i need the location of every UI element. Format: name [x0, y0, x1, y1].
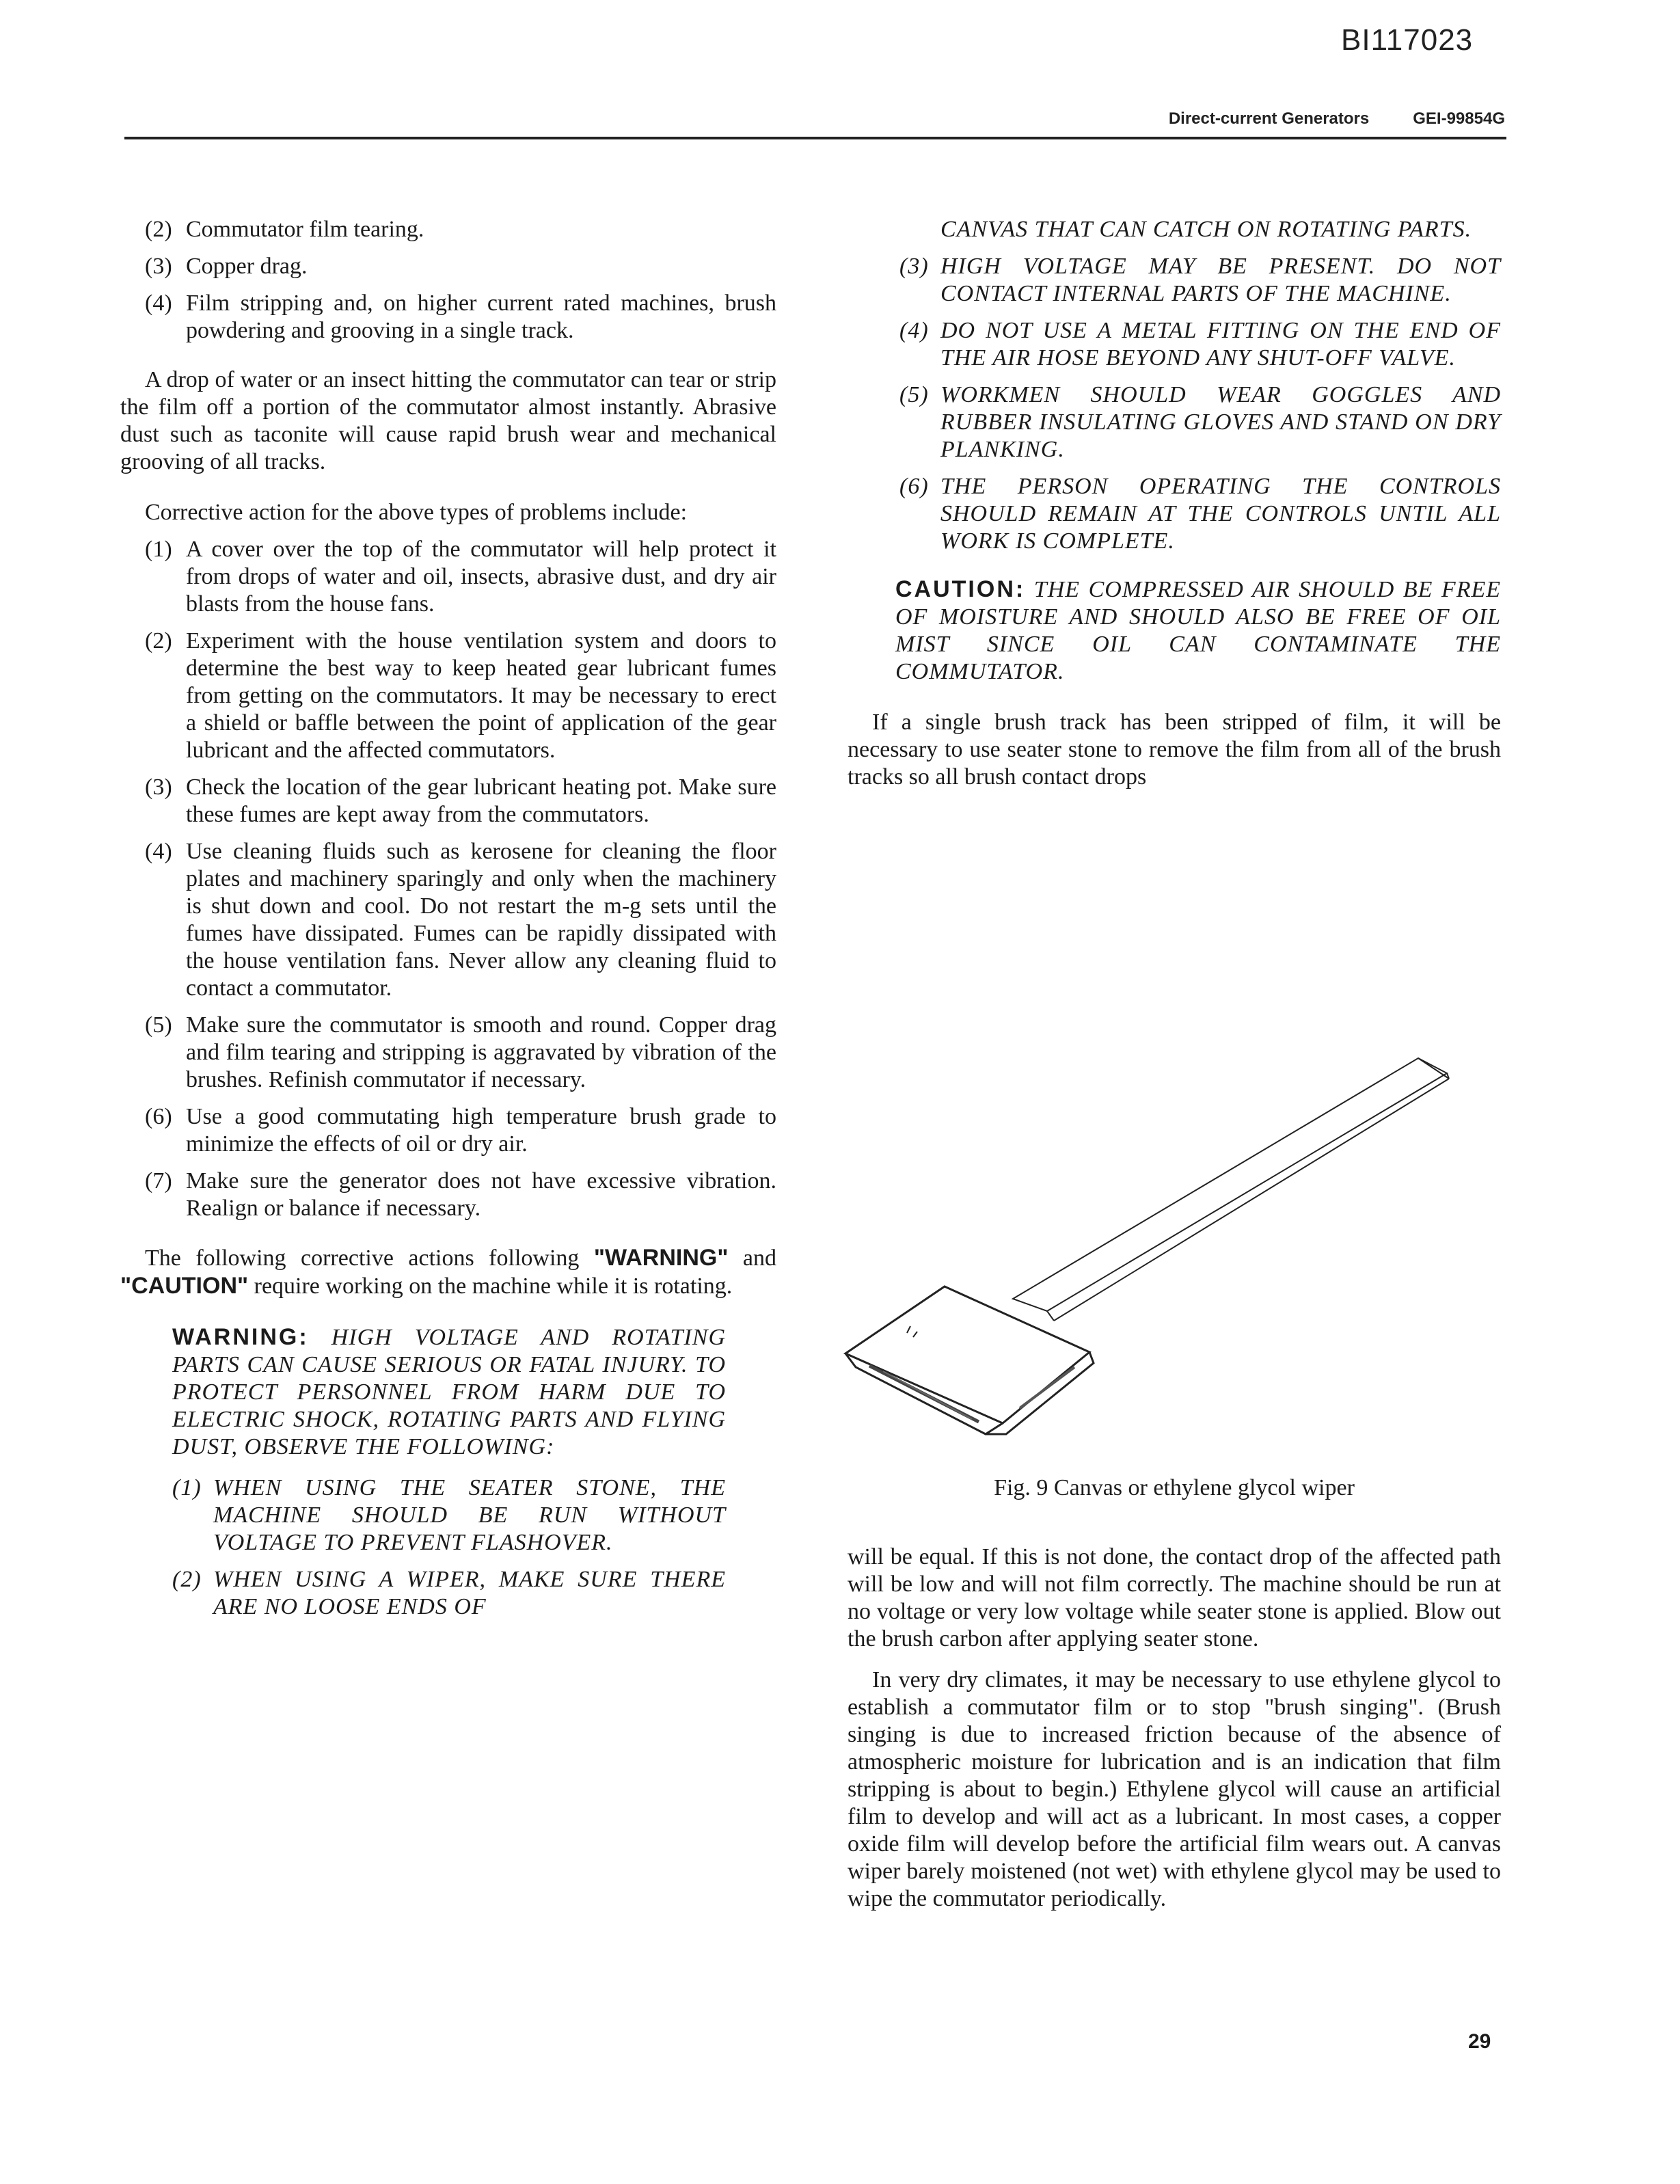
warning-item [172, 1566, 726, 1621]
item-text: A cover over the top of the commutator will help protect it from drops of water and oil, insects, abrasive dust, and dry air blasts from the house fans. [186, 537, 776, 617]
item-text: WHEN USING THE SEATER STONE, THE MACHINE SHOULD BE RUN WITHOUT VOLTAGE TO PREVENT FLASHOVER. [213, 1475, 726, 1555]
item-number: (3) [145, 254, 172, 279]
paragraph: Corrective action for the above types of problems include: [145, 500, 688, 525]
item-text: Commutator film tearing. [186, 217, 424, 242]
right-column [848, 216, 1501, 814]
document-id: BI117023 [1341, 23, 1474, 57]
caution-term: "CAUTION" [120, 1273, 249, 1299]
item-number: (2) [145, 628, 172, 653]
item-text: WHEN USING A WIPER, MAKE SURE THERE ARE NO LOOSE ENDS OF [213, 1567, 726, 1619]
caution-label: CAUTION: [895, 576, 1026, 602]
page-number: 29 [1468, 2030, 1491, 2053]
running-header [1081, 109, 1505, 129]
item-number: (5) [145, 1012, 172, 1038]
right-column-lower [848, 1543, 1501, 1936]
list-item [120, 253, 776, 280]
caution-paragraph [895, 576, 1501, 686]
item-number: (6) [145, 1104, 172, 1129]
item-number: (6) [899, 474, 929, 499]
item-text: Make sure the generator does not have excessive vibration. Realign or balance if necessary. [186, 1168, 776, 1221]
item-number: (3) [899, 254, 929, 279]
text-run: The following corrective actions following [145, 1245, 594, 1271]
warning-item-continued [899, 216, 1501, 243]
list-item [120, 628, 776, 764]
warning-paragraph [172, 1323, 726, 1461]
header-title: Direct-current Generators [1168, 109, 1370, 128]
wiper-figure [842, 1039, 1512, 1456]
text-run: require working on the machine while it is rotating. [248, 1273, 733, 1299]
warning-item [899, 473, 1501, 555]
text-run: and [728, 1245, 777, 1271]
paragraph: will be equal. If this is not done, the contact drop of the affected path will be low and will not film correctly. The machine should be run at no voltage or very low voltage while seater stone is applied. Blow out the brush carbon after applying seater stone. [848, 1544, 1501, 1652]
item-text: Copper drag. [186, 254, 308, 279]
figure-caption: Fig. 9 Canvas or ethylene glycol wiper [994, 1475, 1355, 1500]
warning-item [172, 1474, 726, 1556]
item-number: (2) [172, 1567, 202, 1592]
item-text: DO NOT USE A METAL FITTING ON THE END OF THE AIR HOSE BEYOND ANY SHUT-OFF VALVE. [940, 318, 1501, 370]
item-number: (1) [145, 537, 172, 562]
item-text: Use a good commutating high temperature brush grade to minimize the effects of oil or dry air. [186, 1104, 776, 1157]
item-number: (4) [899, 318, 929, 343]
list-item [120, 1168, 776, 1222]
header-rule [124, 137, 1506, 139]
item-number: (1) [172, 1475, 202, 1500]
warning-text: HIGH VOLTAGE AND ROTATING PARTS CAN CAUSE SERIOUS OR FATAL INJURY. TO PROTECT PERSONNEL FROM HARM DUE TO ELECTRIC SHOCK, ROTATING PARTS AND FLYING DUST, OBSERVE THE FOLLOWING: [172, 1325, 727, 1459]
paragraph: If a single brush track has been stripped of film, it will be necessary to use seater stone to remove the film from all of the brush tracks so all brush contact drops [848, 710, 1501, 790]
item-number: (4) [145, 839, 172, 864]
paragraph [120, 1244, 776, 1300]
item-number: (5) [899, 382, 929, 407]
item-number [899, 216, 940, 243]
list-item [120, 216, 776, 243]
item-text: Experiment with the house ventilation system and doors to determine the best way to keep heated gear lubricant fumes from getting on the commutators. It may be necessary to erect a shield or baffle between the point of application of the gear lubricant and the affected commutators. [186, 628, 776, 763]
list-item [120, 536, 776, 618]
item-text: THE PERSON OPERATING THE CONTROLS SHOULD REMAIN AT THE CONTROLS UNTIL ALL WORK IS COMPLETE. [940, 474, 1501, 554]
item-number: (2) [145, 217, 172, 242]
warning-list-continued [899, 253, 1501, 555]
list-item [120, 1103, 776, 1158]
item-text: Use cleaning fluids such as kerosene for cleaning the floor plates and machinery sparingly and only when the machinery is shut down and cool. Do not restart the m-g sets until the fumes have dissipated. Fumes can be rapidly dissipated with the house ventilation fans. Never allow any cleaning fluid to contact a commutator. [186, 839, 776, 1001]
warning-label: WARNING: [172, 1324, 309, 1350]
list-item [120, 774, 776, 828]
item-text: Make sure the commutator is smooth and round. Copper drag and film tearing and stripping is aggravated by vibration of the brushes. Refinish commutator if necessary. [186, 1012, 776, 1092]
header-code: GEI-99854G [1413, 109, 1505, 128]
warning-item [899, 381, 1501, 463]
left-column [120, 216, 776, 1630]
wiper-illustration [842, 1039, 1512, 1456]
item-text: Check the location of the gear lubricant heating pot. Make sure these fumes are kept away from the commutators. [186, 774, 776, 827]
paragraph: A drop of water or an insect hitting the commutator can tear or strip the film off a portion of the commutator almost instantly. Abrasive dust such as taconite will cause rapid brush wear and mechanical grooving of all tracks. [120, 367, 776, 474]
paragraph: In very dry climates, it may be necessary to use ethylene glycol to establish a commutator film or to stop "brush singing". (Brush singing is due to increased friction because of the absence of atmospheric moisture for lubrication and is an indication that film stripping is about to begin.) Ethylene glycol will cause an artificial film to develop and will act as a lubricant. In most cases, a copper oxide film will develop before the artificial film wears out. A canvas wiper barely moistened (not wet) with ethylene glycol may be used to wipe the commutator periodically. [848, 1667, 1501, 1911]
item-text: Film stripping and, on higher current rated machines, brush powdering and grooving in a single track. [186, 291, 776, 343]
warning-item [899, 317, 1501, 372]
item-text: WORKMEN SHOULD WEAR GOGGLES AND RUBBER INSULATING GLOVES AND STAND ON DRY PLANKING. [940, 382, 1501, 462]
problem-list [120, 216, 776, 345]
warning-item [899, 253, 1501, 308]
list-item [120, 1012, 776, 1094]
item-number: (7) [145, 1168, 172, 1194]
item-number: (4) [145, 291, 172, 316]
caution-text: THE COMPRESSED AIR SHOULD BE FREE OF MOISTURE AND SHOULD ALSO BE FREE OF OIL MIST SINCE OIL CAN CONTAMINATE THE COMMUTATOR. [895, 577, 1502, 684]
item-text: HIGH VOLTAGE MAY BE PRESENT. DO NOT CONTACT INTERNAL PARTS OF THE MACHINE. [940, 254, 1501, 306]
list-item [120, 838, 776, 1002]
list-item [120, 290, 776, 345]
item-text: CANVAS THAT CAN CATCH ON ROTATING PARTS. [940, 217, 1472, 242]
warning-block [172, 1323, 726, 1621]
warning-term: "WARNING" [593, 1245, 729, 1271]
corrective-action-list [120, 536, 776, 1222]
item-number: (3) [145, 774, 172, 800]
